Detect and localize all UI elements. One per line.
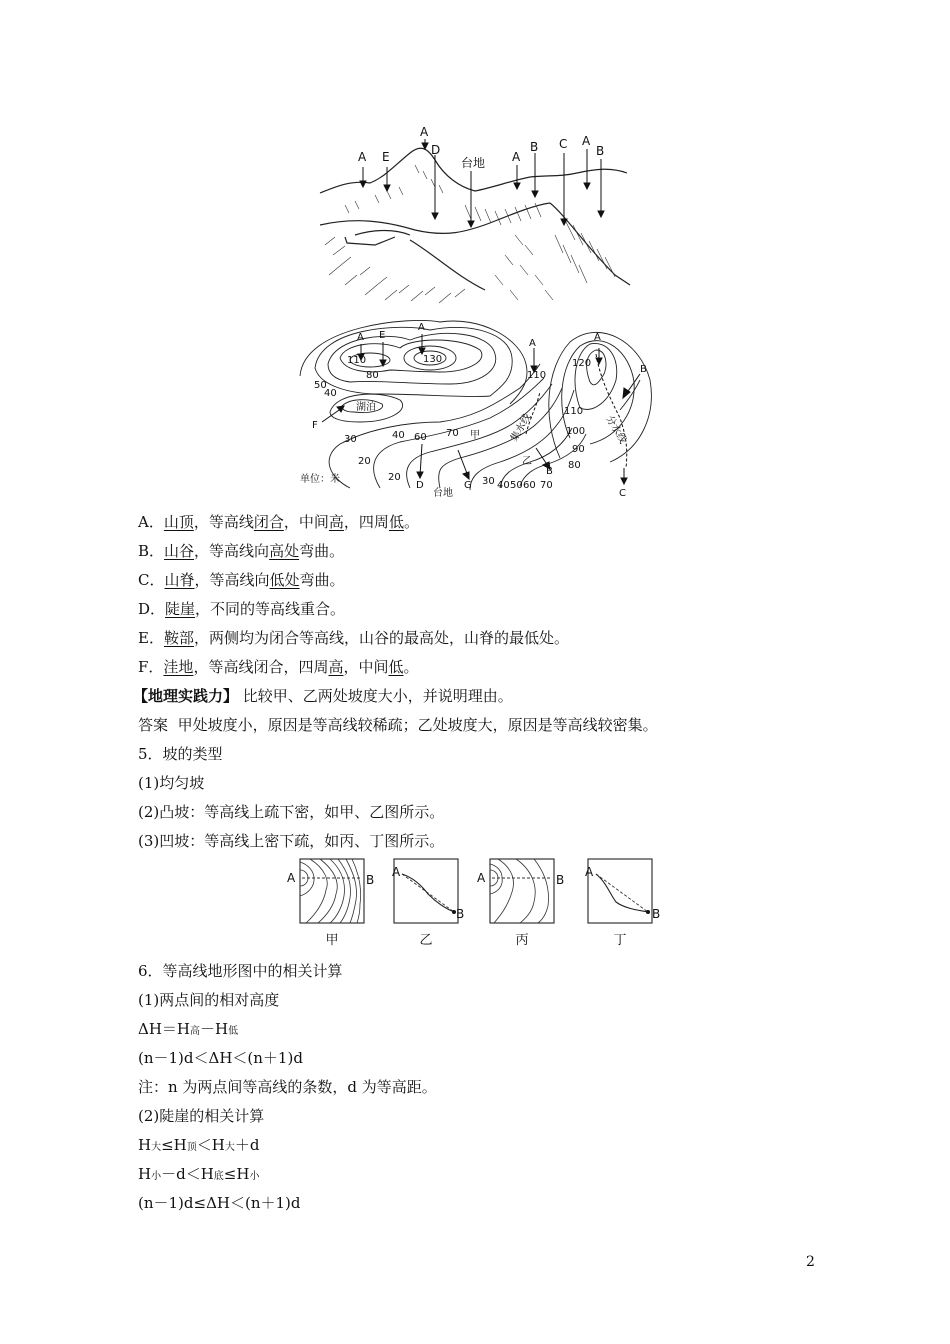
calc-heading: 6．等高线地形图中的相关计算 xyxy=(138,962,343,980)
slope-heading: 5．坡的类型 xyxy=(138,745,223,763)
map-label-70a: 70 xyxy=(446,428,459,439)
map-label-50b: 50 xyxy=(510,480,523,491)
slope-fig-b1: B xyxy=(366,873,375,887)
map-label-e: E xyxy=(379,330,386,341)
slope-fig-a3: A xyxy=(477,871,486,885)
item-c-ridge: C．山脊，等高线向低处弯曲。 xyxy=(138,571,345,589)
caption-bing: 丙 xyxy=(515,933,529,948)
map-label-a1: A xyxy=(357,332,364,343)
item-a-summit: A．山顶，等高线闭合，中间高，四周低。 xyxy=(138,513,419,531)
map-label-110: 110 xyxy=(347,355,367,366)
sketch-label-e: E xyxy=(382,150,390,164)
slope-concave: (3)凹坡：等高线上密下疏，如丙、丁图所示。 xyxy=(138,832,445,850)
sketch-label-c: C xyxy=(559,137,568,151)
map-label-50: 50 xyxy=(314,380,327,391)
map-label-60a: 60 xyxy=(414,432,427,443)
map-label-100: 100 xyxy=(566,426,586,437)
calc-relative-height: (1)两点间的相对高度 xyxy=(138,991,280,1009)
map-label-30b: 30 xyxy=(482,476,495,487)
map-label-c: C xyxy=(619,488,626,499)
term-summit: 山顶 xyxy=(163,513,194,531)
slope-fig-a4: A xyxy=(585,865,594,879)
map-label-130: 130 xyxy=(423,354,443,365)
map-label-30a: 30 xyxy=(344,434,357,445)
map-unit-label: 单位：米 xyxy=(300,474,340,485)
map-label-ridge-line: 分水线 xyxy=(603,414,628,446)
sketch-label-plateau: 台地 xyxy=(461,156,486,170)
formula-bottom: H小－d＜H底≤H小 xyxy=(138,1165,260,1183)
map-label-lake: 湖泊 xyxy=(356,402,376,413)
contour-map-figure xyxy=(290,318,660,500)
calc-cliff-heading: (2)陡崖的相关计算 xyxy=(138,1107,265,1125)
sketch-label-d: D xyxy=(431,143,441,157)
slope-figures xyxy=(280,856,680,936)
term-saddle: 鞍部 xyxy=(163,629,194,647)
map-label-a2: A xyxy=(418,322,425,333)
sketch-label-b2: B xyxy=(596,144,605,158)
sketch-label-a3: A xyxy=(512,150,521,164)
map-label-b1: B xyxy=(546,466,553,477)
item-e-saddle: E．鞍部，两侧均为闭合等高线，山谷的最高处，山脊的最低处。 xyxy=(138,629,569,647)
map-label-g: G xyxy=(464,480,472,491)
formula-range: (n－1)d＜ΔH＜(n＋1)d xyxy=(138,1049,303,1067)
map-label-yi: 乙 xyxy=(522,456,532,467)
practice-title: 【地理实践力】 xyxy=(133,687,239,705)
map-label-plateau: 台地 xyxy=(433,488,453,499)
terrain-sketch-figure xyxy=(315,125,635,310)
sketch-label-a1: A xyxy=(358,150,367,164)
practice-answer: 答案 甲处坡度小，原因是等高线较稀疏；乙处坡度大，原因是等高线较密集。 xyxy=(138,716,658,734)
term-depression: 洼地 xyxy=(163,658,194,676)
practice-question: 【地理实践力】 比较甲、乙两处坡度大小，并说明理由。 xyxy=(133,687,513,705)
map-label-valley-line: 集水线 xyxy=(509,412,534,444)
map-label-40: 40 xyxy=(324,388,337,399)
item-d-cliff: D．陡崖，不同的等高线重合。 xyxy=(138,600,346,618)
slope-fig-a2: A xyxy=(392,865,401,879)
term-ridge: 山脊 xyxy=(164,571,195,589)
map-label-20a: 20 xyxy=(358,456,371,467)
slope-fig-b3: B xyxy=(556,873,565,887)
term-cliff: 陡崖 xyxy=(165,600,196,618)
map-label-f: F xyxy=(312,420,318,431)
caption-jia: 甲 xyxy=(325,933,339,948)
map-label-80: 80 xyxy=(366,370,379,381)
map-label-jia: 甲 xyxy=(470,430,480,441)
map-label-90: 90 xyxy=(572,444,585,455)
term-valley: 山谷 xyxy=(164,542,195,560)
caption-yi: 乙 xyxy=(419,933,433,948)
item-f-depression: F．洼地，等高线闭合，四周高，中间低。 xyxy=(138,658,419,676)
formula-top: H大≤H顶＜H大＋d xyxy=(138,1136,260,1154)
map-label-40b: 40 xyxy=(497,480,510,491)
map-label-110c: 110 xyxy=(564,406,584,417)
map-label-120: 120 xyxy=(572,358,592,369)
map-label-80b: 80 xyxy=(568,460,581,471)
item-b-valley: B．山谷，等高线向高处弯曲。 xyxy=(138,542,345,560)
map-label-20b: 20 xyxy=(388,472,401,483)
map-label-b2: B xyxy=(640,364,647,375)
map-label-110b: 110 xyxy=(527,370,547,381)
map-label-d: D xyxy=(416,480,424,491)
formula-delta-h: ΔH＝H高－H低 xyxy=(138,1020,239,1038)
map-label-70b: 70 xyxy=(540,480,553,491)
slope-convex: (2)凸坡：等高线上疏下密，如甲、乙图所示。 xyxy=(138,803,445,821)
sketch-label-a2: A xyxy=(420,125,429,139)
page-number: 2 xyxy=(806,1254,815,1270)
slope-uniform: (1)均匀坡 xyxy=(138,774,205,792)
sketch-label-a4: A xyxy=(582,134,591,148)
map-label-40a: 40 xyxy=(392,430,405,441)
sketch-label-b1: B xyxy=(530,140,539,154)
calc-note: 注：n 为两点间等高线的条数，d 为等高距。 xyxy=(138,1078,437,1096)
caption-ding: 丁 xyxy=(613,933,627,948)
formula-cliff-range: (n－1)d≤ΔH＜(n＋1)d xyxy=(138,1194,301,1212)
answer-label: 答案 xyxy=(138,716,169,734)
slope-fig-a1: A xyxy=(287,871,296,885)
map-label-a4: A xyxy=(594,332,601,343)
map-label-60b: 60 xyxy=(523,480,536,491)
slope-fig-b4: B xyxy=(652,907,661,921)
map-label-a3: A xyxy=(529,338,536,349)
slope-fig-b2: B xyxy=(456,907,465,921)
